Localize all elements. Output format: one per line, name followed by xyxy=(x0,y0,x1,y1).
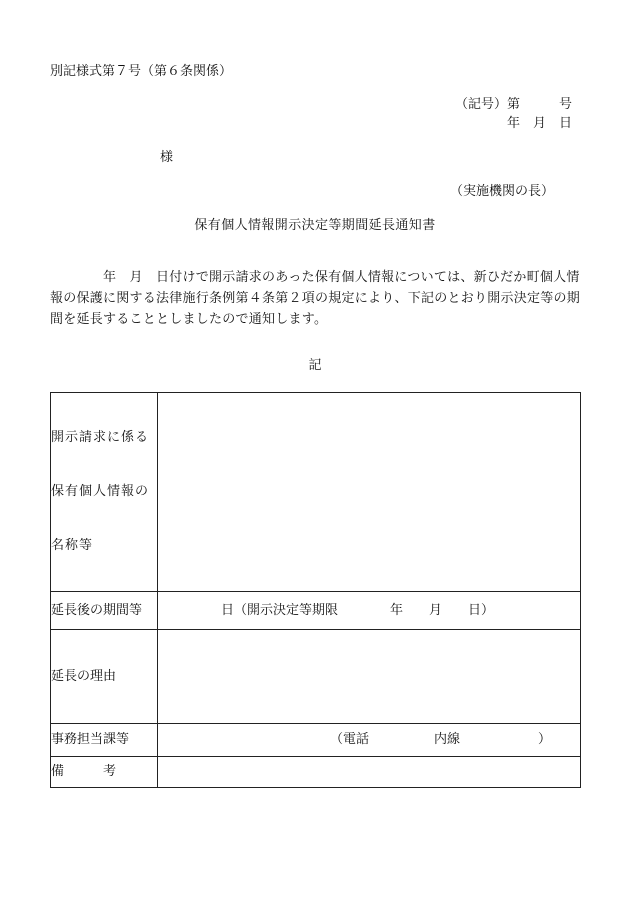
row-label-line: 保有個人情報の xyxy=(51,484,150,499)
issue-date: 年 月 日 xyxy=(506,116,572,131)
reference-number: （記号）第 号 xyxy=(454,97,572,112)
details-table xyxy=(50,392,581,788)
row-label-line: 名称等 xyxy=(51,538,94,553)
row-value-blank xyxy=(158,757,581,788)
document-title: 保有個人情報開示決定等期間延長通知書 xyxy=(194,218,436,233)
row-label: 事務担当課等 xyxy=(51,724,158,757)
table-row-extended-period xyxy=(51,592,581,630)
row-label-line: 開示請求に係る xyxy=(51,430,150,445)
table-row-extension-reason xyxy=(51,630,581,724)
table-row-remarks xyxy=(51,757,581,788)
table-row-requested-info-name xyxy=(51,393,581,592)
sender-title: （実施機関の長） xyxy=(450,184,555,199)
table-row-contact-section xyxy=(51,724,581,757)
row-value: （電話 内線 ） xyxy=(158,724,581,757)
body-line: 間を延長することとしましたので通知します。 xyxy=(50,312,328,327)
row-value-blank xyxy=(158,630,581,724)
form-number-label: 別記様式第７号（第６条関係） xyxy=(50,64,233,79)
row-value-blank xyxy=(158,393,581,592)
ki-heading: 記 xyxy=(308,358,322,373)
row-label xyxy=(51,393,158,592)
row-value: 日（開示決定等期限 年 月 日） xyxy=(158,592,581,630)
row-label: 延長後の期間等 xyxy=(51,592,158,630)
body-paragraph xyxy=(50,267,580,330)
addressee-honorific: 様 xyxy=(160,150,174,165)
body-line: 年 月 日付けで開示請求のあった保有個人情報については、新ひだか町個人情 xyxy=(50,270,580,285)
body-line: 報の保護に関する法律施行条例第４条第２項の規定により、下記のとおり開示決定等の期 xyxy=(50,291,581,306)
row-label: 備 考 xyxy=(51,757,158,788)
row-label: 延長の理由 xyxy=(51,630,158,724)
